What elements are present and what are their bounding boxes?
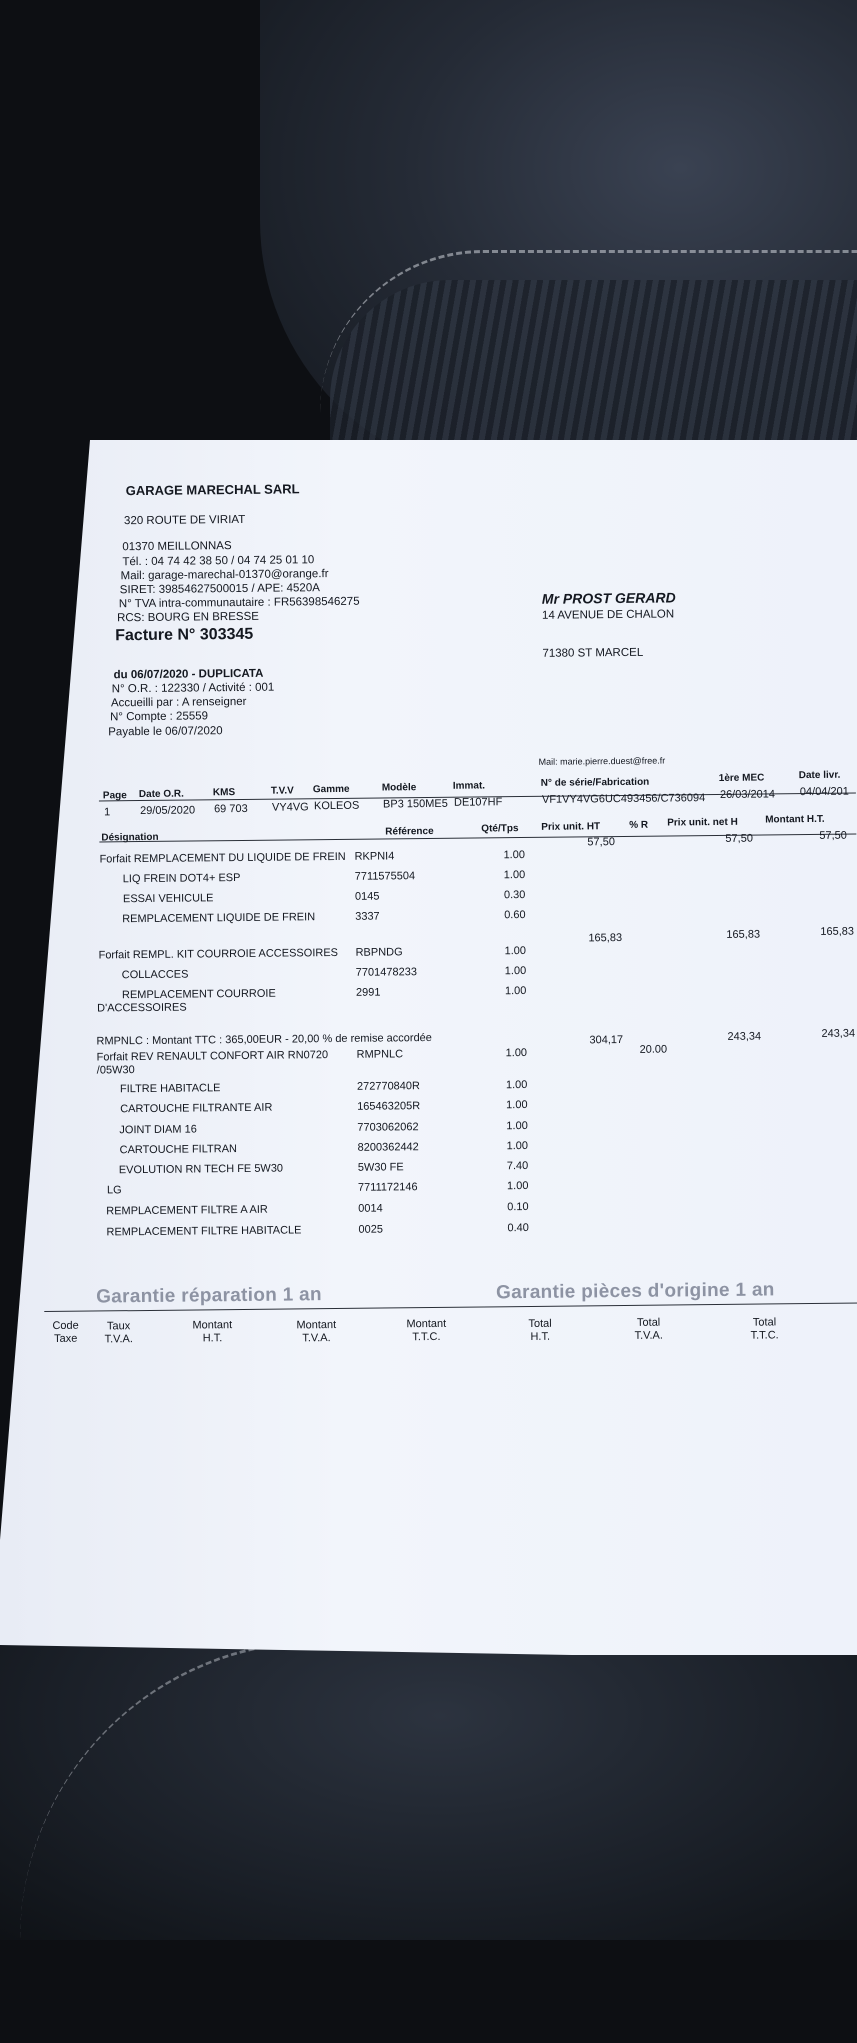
- vehicle-header-cell: Date livr.: [798, 769, 841, 782]
- table-row-designation: COLLACCES: [121, 968, 189, 982]
- footer-col: [192, 1319, 232, 1345]
- vehicle-header-cell: N° de série/Fabrication: [540, 776, 650, 789]
- vehicle-header-cell: KMS: [212, 787, 236, 799]
- table-row-quantity: 0.60: [504, 909, 526, 922]
- table-row-reference: 8200362442: [357, 1141, 419, 1154]
- table-row-quantity: 0.40: [507, 1221, 529, 1235]
- table-row-quantity: 7.40: [506, 1159, 529, 1173]
- table-row-quantity: 1.00: [504, 964, 527, 978]
- table-row-reference: RBPNDG: [355, 946, 403, 959]
- vehicle-value-cell: KOLEOS: [313, 799, 360, 813]
- vehicle-header-cell: Page: [102, 790, 127, 802]
- table-row-designation: ESSAI VEHICULE: [122, 892, 214, 906]
- table-row-reference: 0025: [358, 1223, 383, 1236]
- table-row-designation: RMPNLC : Montant TTC : 365,00EUR - 20,00 % de remise accordée: [96, 1031, 432, 1048]
- table-header-remise: % R: [629, 819, 649, 831]
- invoice-date: du 06/07/2020 - DUPLICATA: [113, 667, 264, 682]
- vehicle-value-cell: VY4VG: [271, 801, 309, 814]
- company-mail: Mail: garage-marechal-01370@orange.fr: [120, 568, 329, 583]
- table-row-reference: 5W30 FE: [357, 1161, 404, 1174]
- company-rcs: RCS: BOURG EN BRESSE: [116, 610, 259, 625]
- table-row-designation: REMPLACEMENT FILTRE A AIR: [106, 1203, 268, 1218]
- vehicle-value-cell: DE107HF: [453, 796, 503, 809]
- table-row-quantity: 1.00: [506, 1139, 529, 1153]
- footer-col-line1: Taux: [106, 1320, 131, 1333]
- garantie-reparation: Garantie réparation 1 an: [96, 1284, 323, 1308]
- footer-col-line2: T.V.A.: [634, 1329, 663, 1342]
- table-row-amount: 165,83: [820, 925, 855, 938]
- table-row-unit-price: 304,17: [589, 1033, 624, 1047]
- table-row-quantity: 1.00: [506, 1119, 528, 1133]
- footer-col: [406, 1318, 446, 1344]
- table-row-quantity: 1.00: [506, 1179, 529, 1193]
- table-row-designation: CARTOUCHE FILTRAN: [119, 1143, 238, 1157]
- footer-col-line1: Total: [528, 1317, 552, 1330]
- table-header-designation: Désignation: [101, 831, 159, 844]
- invoice-compte: N° Compte : 25559: [110, 710, 209, 724]
- vehicle-value-cell: 04/04/201: [799, 785, 849, 799]
- table-header-qty: Qté/Tps: [481, 823, 519, 835]
- invoice-accueilli: Accueilli par : A renseigner: [110, 695, 247, 710]
- footer-col: [528, 1318, 552, 1344]
- company-address-1: 320 ROUTE DE VIRIAT: [123, 513, 246, 528]
- table-row-net-price: 243,34: [727, 1030, 762, 1043]
- footer-col: [296, 1319, 336, 1345]
- vehicle-header-cell: Immat.: [452, 780, 486, 792]
- table-row-amount: 243,34: [821, 1027, 856, 1040]
- company-tva: N° TVA intra-communautaire : FR56398546275: [118, 595, 360, 611]
- table-row-designation: FILTRE HABITACLE: [119, 1082, 221, 1096]
- invoice-payable: Payable le 06/07/2020: [108, 725, 223, 739]
- table-row-quantity: 1.00: [505, 1046, 528, 1060]
- table-row-quantity: 0.30: [503, 889, 526, 902]
- footer-col-line1: Total: [636, 1316, 661, 1329]
- table-row-designation: REMPLACEMENT LIQUIDE DE FREIN: [122, 911, 316, 926]
- vehicle-header-cell: Date O.R.: [138, 788, 184, 801]
- footer-col-line2: T.T.C.: [412, 1330, 441, 1344]
- footer-col-line2: H.T.: [530, 1330, 551, 1343]
- company-siret: SIRET: 39854627500015 / APE: 4520A: [119, 582, 320, 597]
- client-name: Mr PROST GERARD: [541, 589, 676, 607]
- table-row-reference: 0145: [354, 890, 380, 903]
- vehicle-value-cell: 1: [104, 806, 111, 819]
- vehicle-value-cell: VF1VY4VG6UC493456/C736094: [541, 792, 706, 806]
- table-row-quantity: 1.00: [505, 1078, 528, 1092]
- table-row-designation: LG: [106, 1184, 122, 1197]
- table-row-net-price: 165,83: [726, 928, 761, 941]
- table-header-pu-net: Prix unit. net H: [667, 816, 738, 829]
- footer-col-line2: Taxe: [54, 1332, 78, 1345]
- table-row-reference: RMPNLC: [356, 1048, 404, 1061]
- footer-col-line1: Code: [52, 1319, 79, 1332]
- table-row-reference: 272770840R: [356, 1080, 421, 1093]
- footer-col-line1: Total: [752, 1316, 777, 1329]
- table-row-designation: REMPLACEMENT COURROIE: [121, 987, 276, 1002]
- table-row-quantity: 1.00: [503, 869, 526, 882]
- invoice-or: N° O.R. : 122330 / Activité : 001: [111, 681, 275, 696]
- table-row-quantity: 1.00: [506, 1098, 528, 1112]
- table-row-reference: 7703062062: [357, 1121, 419, 1134]
- footer-col-line1: Montant: [296, 1319, 337, 1332]
- table-row-quantity: 0.10: [507, 1200, 529, 1214]
- table-row-unit-price: 57,50: [587, 836, 615, 849]
- vehicle-value-cell: 29/05/2020: [139, 804, 196, 818]
- footer-col: [104, 1320, 133, 1346]
- vehicle-header-cell: Modèle: [381, 782, 417, 794]
- company-name: GARAGE MARECHAL SARL: [125, 481, 300, 499]
- client-street: 14 AVENUE DE CHALON: [541, 608, 675, 622]
- table-row-quantity: 1.00: [503, 849, 526, 862]
- footer-col-line1: Montant: [406, 1317, 447, 1331]
- table-row-reference: 2991: [355, 986, 381, 999]
- footer-col-line2: T.T.C.: [750, 1329, 779, 1342]
- table-header-reference: Référence: [385, 825, 434, 838]
- vehicle-value-cell: 26/03/2014: [719, 788, 776, 801]
- table-row-quantity: 1.00: [504, 944, 527, 958]
- vehicle-header-cell: Gamme: [312, 783, 350, 796]
- footer-col: [750, 1316, 778, 1342]
- client-mail: Mail: marie.pierre.duest@free.fr: [538, 755, 666, 767]
- company-address-2: 01370 MEILLONNAS: [122, 540, 232, 554]
- vehicle-header-cell: 1ère MEC: [718, 772, 765, 784]
- table-row-designation: LIQ FREIN DOT4+ ESP: [122, 871, 241, 886]
- table-row-net-price: 57,50: [725, 832, 753, 845]
- table-row-quantity: 1.00: [504, 984, 527, 998]
- footer-col: [634, 1317, 663, 1343]
- table-row-designation: CARTOUCHE FILTRANTE AIR: [120, 1101, 273, 1116]
- vehicle-header-cell: T.V.V: [270, 785, 294, 797]
- table-row-designation: REMPLACEMENT FILTRE HABITACLE: [106, 1224, 302, 1239]
- client-city: 71380 ST MARCEL: [542, 646, 644, 660]
- table-row-designation: Forfait REMPLACEMENT DU LIQUIDE DE FREIN: [99, 850, 346, 866]
- table-header-pu-ht: Prix unit. HT: [541, 821, 601, 833]
- table-row-designation: Forfait REMPL. KIT COURROIE ACCESSOIRES: [98, 946, 339, 962]
- table-row-designation: EVOLUTION RN TECH FE 5W30: [118, 1162, 284, 1177]
- invoice-title: Facture N° 303345: [115, 625, 254, 645]
- vehicle-value-cell: 69 703: [213, 802, 248, 816]
- company-phone: Tél. : 04 74 42 38 50 / 04 74 25 01 10: [122, 554, 315, 569]
- vehicle-value-cell: BP3 150ME5: [382, 797, 448, 811]
- table-row-designation: D'ACCESSOIRES: [97, 1001, 187, 1015]
- garantie-pieces: Garantie pièces d'origine 1 an: [496, 1279, 775, 1304]
- footer-col-line1: Montant: [192, 1319, 233, 1332]
- table-row-designation: Forfait REV RENAULT CONFORT AIR RN0720: [96, 1049, 329, 1064]
- table-header-montant: Montant H.T.: [765, 813, 825, 826]
- table-row-reference: 7711575504: [354, 870, 416, 883]
- table-row-reference: 7711172146: [357, 1181, 418, 1194]
- table-row-designation: JOINT DIAM 16: [119, 1123, 197, 1137]
- table-row-reference: 165463205R: [357, 1100, 421, 1113]
- table-row-reference: RKPNI4: [354, 850, 395, 863]
- footer-col-line2: H.T.: [202, 1332, 223, 1345]
- footer-col-line2: T.V.A.: [104, 1333, 133, 1346]
- table-row-reference: 7701478233: [355, 966, 418, 979]
- footer-col: [52, 1320, 79, 1346]
- table-row-reference: 3337: [355, 910, 380, 923]
- footer-col-line2: T.V.A.: [302, 1332, 331, 1345]
- table-row-unit-price: 165,83: [588, 931, 623, 945]
- table-row-amount: 57,50: [819, 829, 847, 842]
- table-row-discount: 20.00: [639, 1043, 668, 1056]
- table-row-reference: 0014: [358, 1202, 383, 1215]
- table-row-designation: /05W30: [96, 1064, 135, 1077]
